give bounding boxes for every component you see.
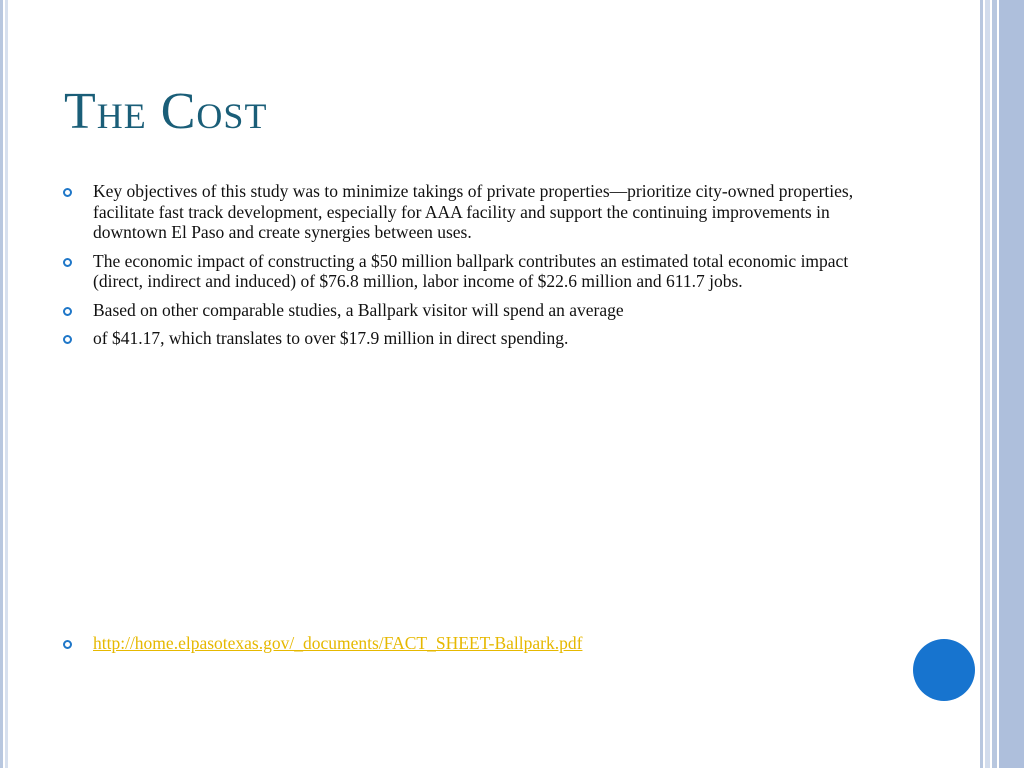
bullet-circle-icon xyxy=(62,633,93,653)
source-link[interactable]: http://home.elpasotexas.gov/_documents/FACT_SHEET-Ballpark.pdf xyxy=(93,633,583,653)
list-item xyxy=(62,181,882,243)
list-item xyxy=(62,300,882,321)
list-item xyxy=(62,251,882,292)
right-decorative-border xyxy=(978,0,1024,768)
list-item xyxy=(62,328,882,349)
bullet-text: Key objectives of this study was to minimize takings of private properties—prioritize city-owned properties, facilitate fast track development, especially for AAA facility and support the continuing improvements in downtown El Paso and create synergies between uses. xyxy=(93,181,854,242)
bullet-circle-icon xyxy=(62,300,93,320)
bullet-list xyxy=(62,181,882,357)
bullet-text: The economic impact of constructing a $50 million ballpark contributes an estimated total economic impact (direct, indirect and induced) of $76.8 million, labor income of $22.6 million and 611.7 jobs. xyxy=(93,250,849,291)
decorative-circle xyxy=(913,639,975,701)
left-decorative-border xyxy=(0,0,10,768)
source-link-item xyxy=(62,633,582,654)
bullet-circle-icon xyxy=(62,251,93,271)
slide-title: The Cost xyxy=(64,83,268,140)
bullet-text: of $41.17, which translates to over $17.9 million in direct spending. xyxy=(93,328,569,348)
bullet-text: Based on other comparable studies, a Ballpark visitor will spend an average xyxy=(93,299,624,320)
bullet-circle-icon xyxy=(62,328,93,348)
bullet-circle-icon xyxy=(62,181,93,201)
